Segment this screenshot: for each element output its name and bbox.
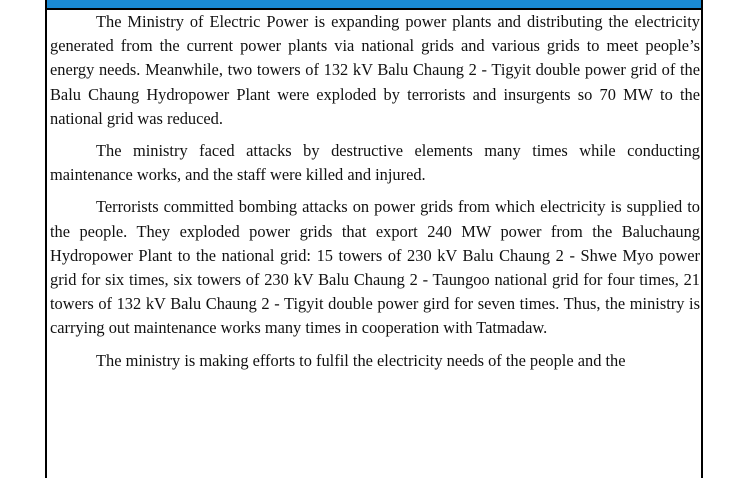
- paragraph-1: The Ministry of Electric Power is expanding power plants and distributing the electricity generated from the current power plants via national grids and various grids to meet people’s energy needs. Meanwhile, two towers of 132 kV Balu Chaung 2 - Tigyit double power grid of the Balu Chaung Hydropower Plant were exploded by terrorists and insurgents so 70 MW to the national grid was reduced.: [50, 12, 700, 128]
- paragraph-2: The ministry faced attacks by destructive elements many times while conducting maintenance works, and the staff were killed and injured.: [50, 141, 700, 185]
- paragraph-4: The ministry is making efforts to fulfil the electricity needs of the people and the: [96, 350, 626, 370]
- article-body: [50, 10, 700, 381]
- paragraph-3: Terrorists committed bombing attacks on power grids from which electricity is supplied to the people. They exploded power grids that export 240 MW power from the Baluchaung Hydropower Plant to the national grid: 15 towers of 230 kV Balu Chaung 2 - Shwe Myo power grid for six times, six towers of 230 kV Balu Chaung 2 - Taungoo national grid for four times, 21 towers of 132 kV Balu Chaung 2 - Tigyit double power gird for seven times. Thus, the ministry is carrying out maintenance works many times in cooperation with Tatmadaw.: [50, 197, 700, 338]
- header-band: [45, 0, 703, 10]
